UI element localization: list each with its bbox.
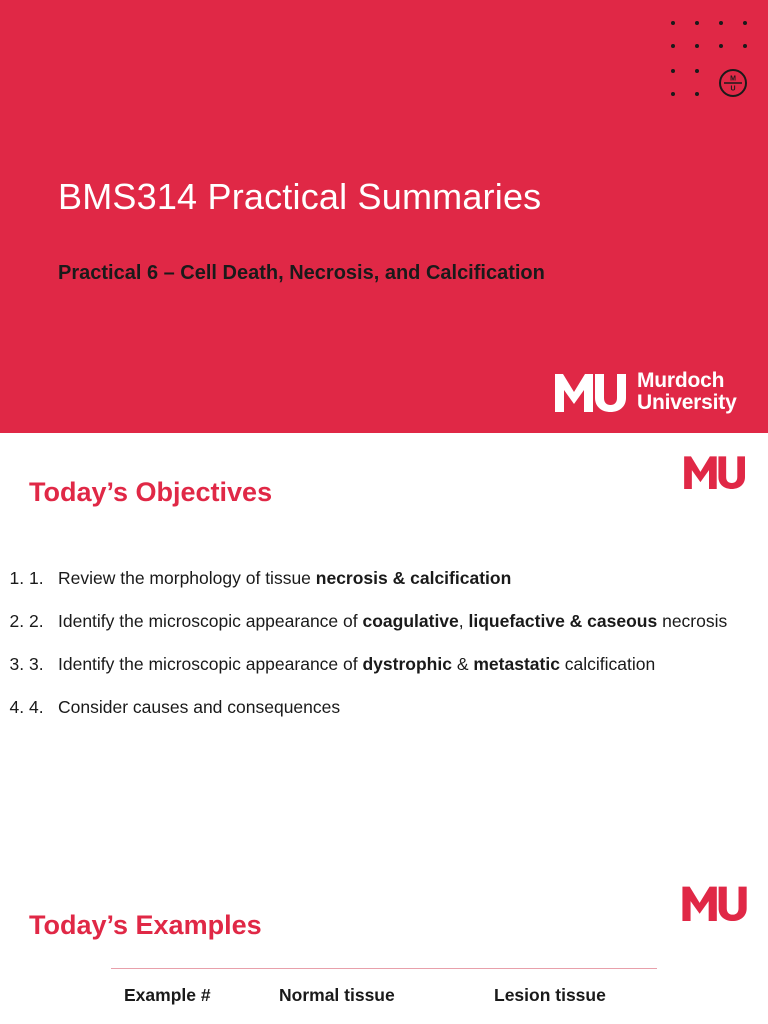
objective-number: 3. 3. xyxy=(29,654,44,674)
objective-number: 2. 2. xyxy=(29,611,44,631)
objective-text: necrosis xyxy=(657,611,728,631)
dot-grid-decoration xyxy=(664,14,764,104)
mu-logo-icon xyxy=(680,883,750,921)
objective-emphasis: necrosis & calcification xyxy=(315,568,512,588)
objective-emphasis: metastatic xyxy=(473,654,560,674)
objectives-slide xyxy=(0,433,768,853)
table-top-rule xyxy=(111,968,657,969)
mu-seal-icon xyxy=(719,69,747,97)
brand-name xyxy=(637,370,737,414)
objective-item xyxy=(29,604,729,639)
svg-text:U: U xyxy=(730,85,736,93)
page-subtitle: Practical 6 – Cell Death, Necrosis, and Calcification xyxy=(58,262,545,284)
objective-text: , xyxy=(458,611,469,631)
objective-number: 1. 1. xyxy=(29,568,44,588)
objective-text: Identify the microscopic appearance of xyxy=(58,611,363,631)
svg-text:M: M xyxy=(730,75,736,83)
table-header-lesion-tissue: Lesion tissue xyxy=(494,985,606,1005)
objective-item xyxy=(29,647,729,682)
brand-line-2: University xyxy=(637,391,737,414)
table-header-example: Example # xyxy=(124,985,211,1005)
mu-logo-icon xyxy=(555,370,627,412)
brand-line-1: Murdoch xyxy=(637,369,725,392)
objectives-heading: Today’s Objectives xyxy=(29,477,273,507)
objective-text: Identify the microscopic appearance of xyxy=(58,654,363,674)
objective-number: 4. 4. xyxy=(29,697,44,717)
objective-item xyxy=(29,561,729,596)
objective-text: Consider causes and consequences xyxy=(58,697,341,717)
objective-text: Review the morphology of tissue xyxy=(58,568,316,588)
table-header-normal-tissue: Normal tissue xyxy=(279,985,395,1005)
examples-slide xyxy=(0,853,768,1024)
murdoch-university-logo xyxy=(555,368,755,416)
objective-emphasis: dystrophic xyxy=(362,654,452,674)
page-title: BMS314 Practical Summaries xyxy=(58,176,542,217)
objectives-list xyxy=(29,561,729,725)
objective-emphasis: coagulative xyxy=(362,611,459,631)
mu-logo-icon xyxy=(680,453,750,489)
title-slide xyxy=(0,0,768,433)
objective-text: calcification xyxy=(559,654,656,674)
examples-heading: Today’s Examples xyxy=(29,910,262,940)
objective-text: & xyxy=(451,654,474,674)
objective-item xyxy=(29,690,729,725)
objective-emphasis: liquefactive & caseous xyxy=(468,611,658,631)
